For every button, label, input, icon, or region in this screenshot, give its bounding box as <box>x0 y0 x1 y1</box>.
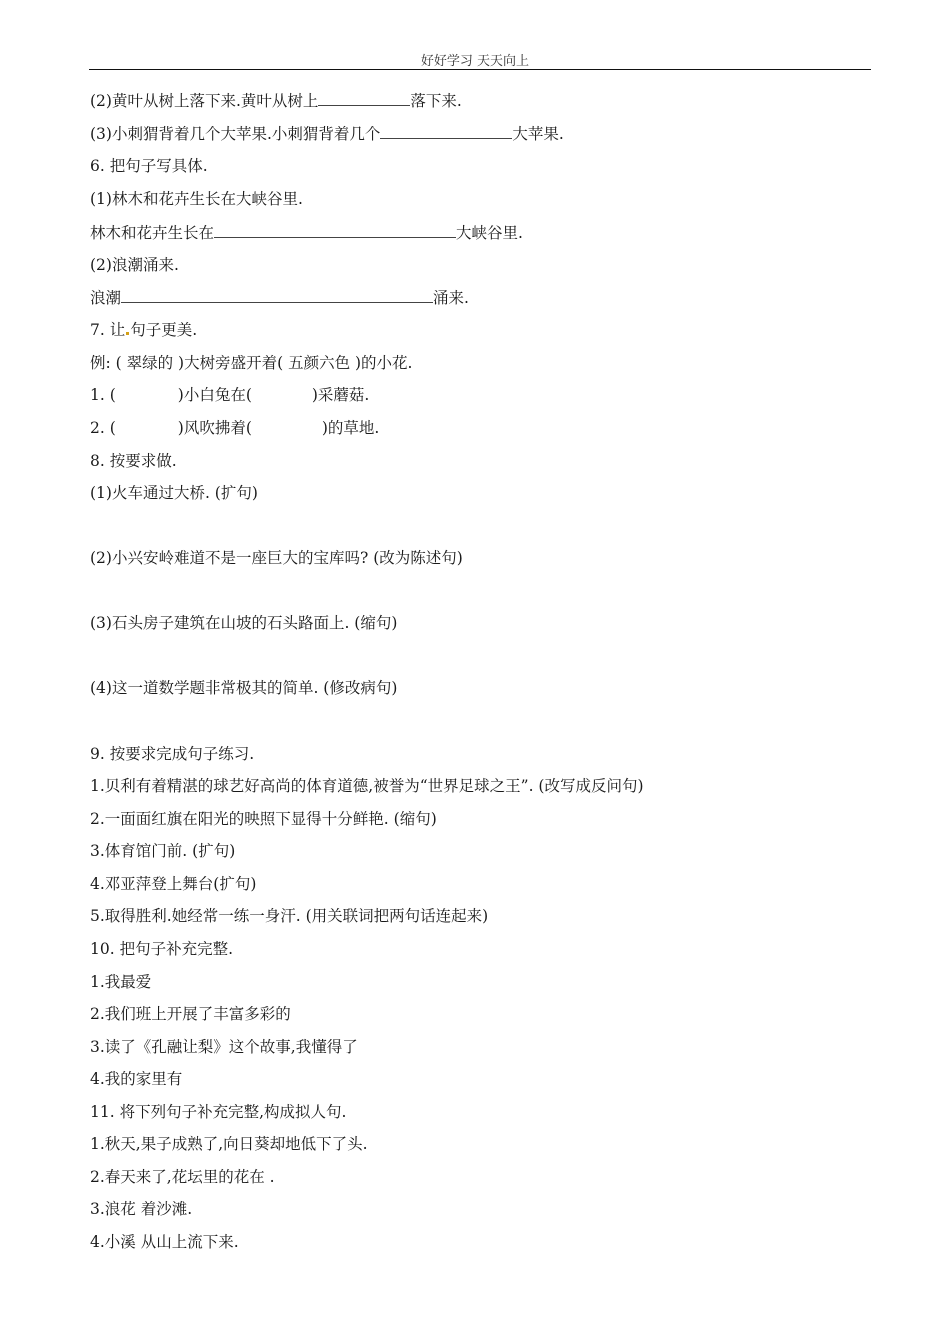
exercise-line: (4)这一道数学题非常极其的简单. (修改病句) <box>90 679 398 697</box>
exercise-line: (1)林木和花卉生长在大峡谷里. <box>90 190 303 208</box>
mark-dot <box>126 332 129 335</box>
exercise-line: 2.一面面红旗在阳光的映照下显得十分鲜艳. (缩句) <box>90 810 437 828</box>
line-text: 7. 让 <box>90 321 126 339</box>
line-text: 大苹果. <box>512 125 564 143</box>
exercise-line: 4.邓亚萍登上舞台(扩句) <box>90 875 257 893</box>
exercise-line <box>90 123 564 144</box>
line-text: 1. ( <box>90 386 116 404</box>
line-text: 大峡谷里. <box>456 224 523 242</box>
exercise-line: (1)火车通过大桥. (扩句) <box>90 484 258 502</box>
line-text: (2)黄叶从树上落下来.黄叶从树上 <box>90 92 319 110</box>
line-text: (3)小刺猬背着几个大苹果.小刺猬背着几个 <box>90 125 381 143</box>
exercise-line <box>90 418 379 438</box>
exercise-line: 3.浪花 着沙滩. <box>90 1200 193 1218</box>
exercise-line <box>90 385 369 405</box>
exercise-line: 4.小溪 从山上流下来. <box>90 1233 239 1251</box>
line-text: 落下来. <box>410 92 462 110</box>
section-heading: 9. 按要求完成句子练习. <box>90 745 255 763</box>
header-rule <box>89 69 871 70</box>
exercise-line: 2.我们班上开展了丰富多彩的 <box>90 1005 291 1023</box>
line-text: )小白兔在( <box>177 386 252 404</box>
section-heading: 10. 把句子补充完整. <box>90 940 234 958</box>
answer-blank[interactable] <box>121 287 433 303</box>
line-text: 浪潮 <box>90 289 122 307</box>
section-heading: 6. 把句子写具体. <box>90 157 208 175</box>
section-heading: 11. 将下列句子补充完整,构成拟人句. <box>90 1103 347 1121</box>
line-text: 涌来. <box>433 289 469 307</box>
exercise-line: 2.春天来了,花坛里的花在 . <box>90 1168 275 1186</box>
section-heading: 8. 按要求做. <box>90 452 177 470</box>
example-line: 例: ( 翠绿的 )大树旁盛开着( 五颜六色 )的小花. <box>90 354 413 372</box>
exercise-line <box>90 222 523 243</box>
exercise-line: 3.读了《孔融让梨》这个故事,我懂得了 <box>90 1038 358 1056</box>
exercise-line: 3.体育馆门前. (扩句) <box>90 842 236 860</box>
line-text: )采蘑菇. <box>311 386 370 404</box>
answer-blank[interactable] <box>318 90 410 106</box>
exercise-line: 1.贝利有着精湛的球艺好高尚的体育道德,被誉为“世界足球之王”. (改写成反问句) <box>90 777 644 795</box>
line-text: )风吹拂着( <box>177 419 252 437</box>
exercise-line <box>90 90 462 111</box>
line-text: 句子更美. <box>130 321 198 339</box>
exercise-line: (2)小兴安岭难道不是一座巨大的宝库吗? (改为陈述句) <box>90 549 463 567</box>
exercise-line: 5.取得胜利.她经常一练一身汗. (用关联词把两句话连起来) <box>90 907 489 925</box>
line-text: 林木和花卉生长在 <box>90 224 215 242</box>
answer-blank[interactable] <box>380 123 512 139</box>
exercise-line: 1.我最爱 <box>90 973 152 991</box>
exercise-line: (3)石头房子建筑在山坡的石头路面上. (缩句) <box>90 614 398 632</box>
line-text: )的草地. <box>321 419 380 437</box>
line-text: 2. ( <box>90 419 116 437</box>
answer-blank[interactable] <box>214 222 456 238</box>
exercise-line: (2)浪潮涌来. <box>90 256 179 274</box>
section-heading <box>90 320 197 340</box>
exercise-line <box>90 287 469 308</box>
exercise-line: 4.我的家里有 <box>90 1070 183 1088</box>
page-header: 好好学习 天天向上 <box>420 54 530 69</box>
exercise-line: 1.秋天,果子成熟了,向日葵却地低下了头. <box>90 1135 368 1153</box>
